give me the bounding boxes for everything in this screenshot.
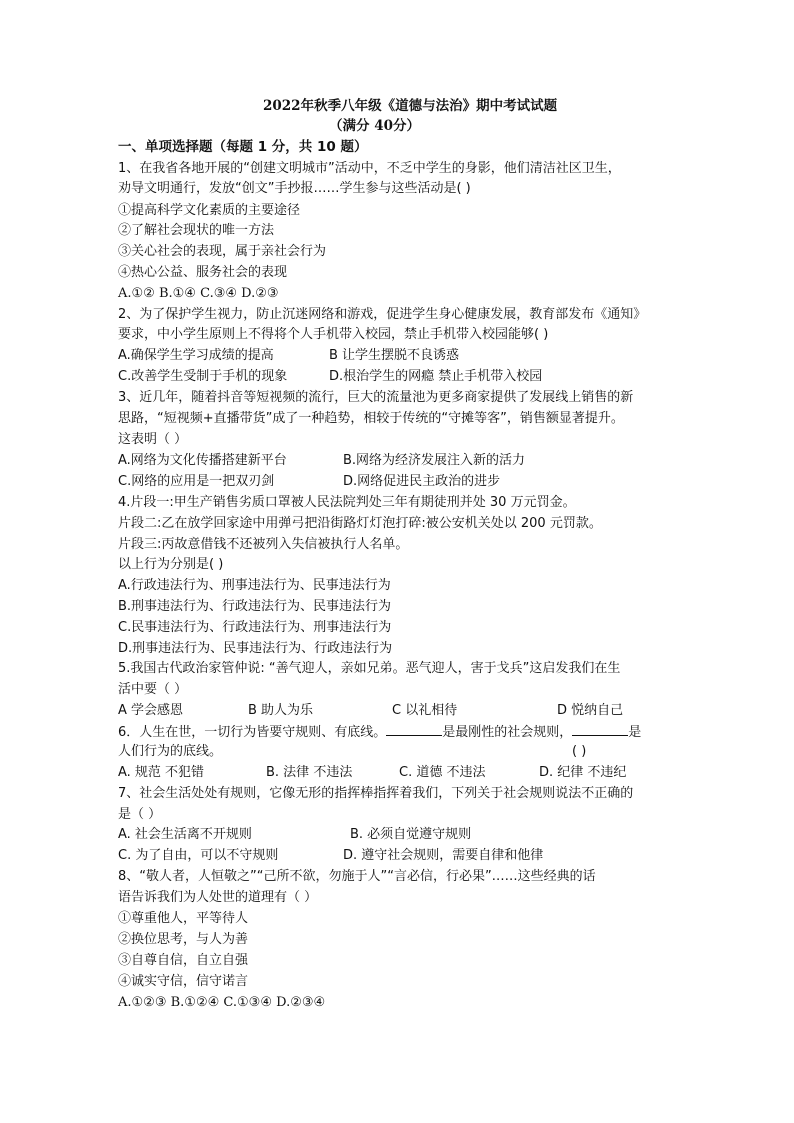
q8-stem-line2: 语告诉我们为人处世的道理有（ ） [118,890,318,905]
q6-answer-paren: ( ) [572,744,587,759]
q5-option-c: C 以礼相待 [392,703,458,718]
q4-option-c: C.民事违法行为、行政违法行为、刑事违法行为 [118,620,392,635]
q1-options: A.①② B.①④ C.③④ D.②③ [118,286,279,301]
q4-fragment-1: 4.片段一:甲生产销售劣质口罩被人民法院判处三年有期徒刑并处 30 万元罚金。 [118,495,576,510]
q1-stem-line1: 1、在我省各地开展的“创建文明城市”活动中，不乏中学生的身影，他们清洁社区卫生， [118,161,621,176]
q8-statement-3: ③自尊自信，自立自强 [118,953,249,968]
q4-fragment-2: 片段二:乙在放学回家途中用弹弓把沿街路灯灯泡打碎:被公安机关处以 200 元罚款。 [118,516,602,531]
q2-stem-line1: 2、为了保护学生视力，防止沉迷网络和游戏，促进学生身心健康发展，教育部发布《通知》 [118,307,647,322]
q3-option-b: B.网络为经济发展注入新的活力 [343,453,526,468]
q3-option-d: D.网络促进民主政治的进步 [343,474,501,489]
q3-option-a: A.网络为文化传播搭建新平台 [118,453,287,468]
q7-stem-line2: 是（ ） [118,807,162,822]
q2-option-c: C.改善学生受制于手机的现象 [118,369,288,384]
q2-stem-line2: 要求，中小学生原则上不得将个人手机带入校园，禁止手机带入校园能够( ) [118,327,549,342]
q8-statement-2: ②换位思考，与人为善 [118,932,249,947]
q2-option-a: A.确保学生学习成绩的提高 [118,348,274,363]
q6-stem-part-c: 是 [628,725,642,740]
q7-option-c: C. 为了自由，可以不守规则 [118,848,279,863]
q6-option-b: B. 法律 不违法 [266,765,353,780]
section-heading: 一、单项选择题（每题 1 分，共 10 题） [118,139,368,155]
q3-stem-line2: 思路，“短视频+直播带货”成了一种趋势，相较于传统的“守摊等客”，销售额显著提升。 [118,411,624,426]
q4-option-b: B.刑事违法行为、行政违法行为、民事违法行为 [118,599,392,614]
q6-stem-part-a: 6．人生在世，一切行为皆要守规则、有底线。 [118,725,387,740]
q6-option-d: D. 纪律 不违纪 [539,765,627,780]
q8-stem-line1: 8、“敬人者，人恒敬之”“己所不欲，勿施于人”“言必信，行必果”……这些经典的话 [118,869,596,884]
exam-title: 2022年秋季八年级《道德与法治》期中考试试题 [263,98,558,114]
q2-option-d: D.根治学生的网瘾 禁止手机带入校园 [329,369,543,384]
q1-statement-1: ①提高科学文化素质的主要途径 [118,203,301,218]
q5-option-a: A 学会感恩 [118,703,184,718]
q8-statement-1: ①尊重他人，平等待人 [118,911,249,926]
q6-blank-1 [386,723,442,736]
q7-stem-line1: 7、社会生活处处有规则，它像无形的指挥棒指挥着我们，下列关于社会规则说法不正确的 [118,786,634,801]
q6-stem-part-b: 是最刚性的社会规则， [442,725,573,740]
q6-option-c: C. 道德 不违法 [399,765,486,780]
q6-stem-line1 [118,723,641,742]
q3-stem-line3: 这表明（ ） [118,432,188,447]
q4-question: 以上行为分别是( ) [118,557,224,572]
q7-option-d: D. 遵守社会规则，需要自律和他律 [343,848,544,863]
q8-options: A.①②③ B.①②④ C.①③④ D.②③④ [118,995,326,1010]
q5-option-b: B 助人为乐 [248,703,314,718]
q4-fragment-3: 片段三:丙故意借钱不还被列入失信被执行人名单。 [118,537,409,552]
q1-statement-2: ②了解社会现状的唯一方法 [118,223,275,238]
q6-option-a: A. 规范 不犯错 [118,765,205,780]
q5-stem-line1: 5.我国古代政治家管仲说: “善气迎人，亲如兄弟。恶气迎人，害于戈兵”这启发我们在生 [118,661,621,676]
q1-stem-line2: 劝导文明通行，发放“创文”手抄报……学生参与这些活动是( ) [118,181,471,196]
q7-option-b: B. 必须自觉遵守规则 [350,827,472,842]
q1-statement-4: ④热心公益、服务社会的表现 [118,265,288,280]
q1-statement-3: ③关心社会的表现，属于亲社会行为 [118,244,327,259]
q5-stem-line2: 活中要（ ） [118,682,188,697]
q5-option-d: D 悦纳自己 [557,703,624,718]
q6-stem-line2: 人们行为的底线。 [118,744,223,759]
q7-option-a: A. 社会生活离不开规则 [118,827,252,842]
q3-stem-line1: 3、近几年，随着抖音等短视频的流行，巨大的流量池为更多商家提供了发展线上销售的新 [118,390,634,405]
exam-subtitle: （满分 40分） [329,118,420,134]
q8-statement-4: ④诚实守信，信守诺言 [118,974,249,989]
q4-option-d: D.刑事违法行为、民事违法行为、行政违法行为 [118,641,393,656]
q2-option-b: B 让学生摆脱不良诱惑 [329,348,460,363]
q4-option-a: A.行政违法行为、刑事违法行为、民事违法行为 [118,578,391,593]
q3-option-c: C.网络的应用是一把双刃剑 [118,474,275,489]
q6-blank-2 [572,723,628,736]
